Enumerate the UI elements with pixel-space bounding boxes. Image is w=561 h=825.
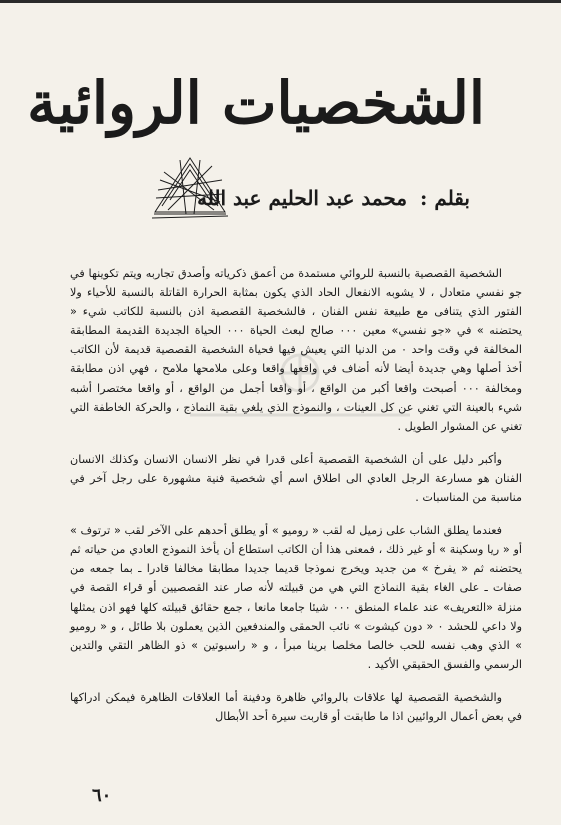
- byline: [197, 178, 470, 218]
- paragraph: فعندما يطلق الشاب على زميل له لقب « روميو » أو يطلق أحدهم على الآخر لقب « ترتوف » أو « ريا وسكينة » أو غير ذلك ، فمعنى هذا أن الكاتب استطاع أن يأخذ النموذج العادي من حياته ثم يحتضنه ثم « يفرخ » من جديد ويخرج نموذجا قديما جديدا مطابقا مخالفا قادرا ـ بما جمعه من صفات ـ على الغاء بقية النماذج التي هي من قبيلته لأنه صار عند القصصيين أو قراء القصة في منزلة «التعريف» عند علماء المنطق ٠٠٠ شيئا جامعا مانعا ، جمع حقائق قبيلته كلها فهو اذن يمثلها ولا داعي للحشد ٠ « دون كيشوت » نائب الحمقى والمندفعين الذين يعملون بلا طائل ، و « روميو » الذي وهب نفسه للحب خالصا مخلصا برينا مبرأ ، و « راسبوتين » ذو الظاهر التقي والتدين الرسمي والفسق الحقيقي الأكيد .: [70, 524, 522, 671]
- paragraph: والشخصية القصصية لها علاقات بالروائي ظاهرة ودفينة أما العلاقات الظاهرة فيمكن ادراكها في بعض أعمال الروائيين اذا ما طابقت أو قاربت سيرة أحد الأبطال: [70, 690, 522, 723]
- article-title: الشخصيات الروائية: [27, 69, 485, 137]
- paragraph: وأكبر دليل على أن الشخصية القصصية أعلى قدرا في نظر الانسان الانسان وكذلك الانسان الفنان هو مسارعة الرجل العادي الى اطلاق اسم أي شخصية فنية مشهورة على رجل آخر في مناسبة من المناسبات .: [70, 452, 522, 505]
- page-number: ٦٠: [92, 785, 112, 806]
- top-rule: [0, 0, 561, 3]
- author-name: محمد عبد الحليم عبد الله: [197, 186, 408, 210]
- article-body: [70, 264, 522, 740]
- paragraph: الشخصية القصصية بالنسبة للروائي مستمدة من أعمق ذكرياته وأصدق تجاربه ويتم تكوينها في جو نفسي متعادل ، لا يشوبه الانفعال الحاد الذي يكون بمثابة الحرارة القاتلة بالنسبة للأحياء ولا الفتور الذي يتنافى مع طبيعة نفس الفنان ، فالشخصية القصصية اذن بالنسبة للكاتب شيء « يحتضنه » في «جو نفسي» معين ٠٠٠ صالح لبعث الحياة ٠٠٠ الحياة الجديدة القديمة المطابقة المخالفة في وقت واحد ٠ من الدنيا التي يعيش فيها فحياة الشخصية القصصية قديمة لأن الكاتب أخذ أصلها وهي جديدة أيضا لأنه أضاف في واقعها واقعا وعلى ملامحها ملامح ، فهي اذن مطابقة ومخالفة ٠٠٠ أصبحت واقعا أكبر من الواقع ، أو واقعا أجمل من الواقع ، أو واقعا مختصرا أشبه شيء بالعينة التي تغني عن كل العينات ، والنموذج الذي يلغي بقية النماذج ، والحركة الخاطفة التي تغني عن المشوار الطويل .: [70, 267, 522, 433]
- byline-prefix: بقلم :: [420, 186, 470, 210]
